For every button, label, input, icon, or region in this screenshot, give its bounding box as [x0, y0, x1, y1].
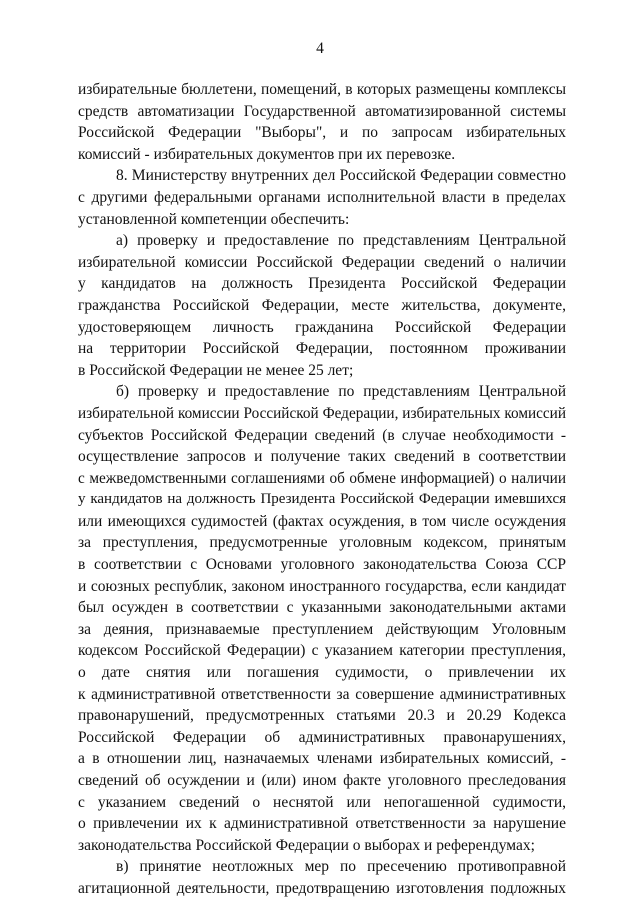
document-body — [78, 79, 566, 900]
text-line: правонарушений, предусмотренных статьями 20.3 и 20.29 Кодекса — [78, 707, 566, 725]
text-line: Российской Федерации об административных правонарушениях, — [78, 728, 566, 746]
text-line: о дате снятия или погашения судимости, о привлечении их — [78, 664, 566, 682]
text-line: с межведомственными соглашениями об обмене информацией) о наличии — [78, 469, 566, 487]
text-line: и союзных республик, законом иностранного государства, если кандидат — [78, 577, 566, 595]
text-line: к административной ответственности за совершение административных — [78, 685, 566, 703]
text-line: за преступления, предусмотренные уголовным кодексом, принятым — [78, 534, 566, 552]
text-line: был осужден в соответствии с указанными законодательными актами — [78, 599, 566, 617]
text-line: агитационной деятельности, предотвращению изготовления подложных — [78, 879, 566, 897]
text-line: б) проверку и предоставление по представлениям Центральной — [116, 383, 566, 401]
text-line: в Российской Федерации не менее 25 лет; — [78, 361, 354, 379]
text-line: в) принятие неотложных мер по пресечению противоправной — [116, 858, 566, 876]
text-line: установленной компетенции обеспечить: — [78, 210, 350, 228]
text-line: с другими федеральными органами исполнительной власти в пределах — [78, 188, 566, 206]
text-line: избирательной комиссии Российской Федерации сведений о наличии — [78, 253, 566, 271]
text-line: 8. Министерству внутренних дел Российской Федерации совместно — [116, 167, 566, 185]
text-line: на территории Российской Федерации, постоянном проживании — [78, 340, 566, 358]
text-line: а) проверку и предоставление по представлениям Центральной — [116, 232, 566, 250]
text-line: сведений об осуждении и (или) ином факте уголовного преследования — [78, 772, 566, 789]
text-line: избирательной комиссии Российской Федерации, избирательных комиссий — [78, 404, 566, 422]
text-line: Российской Федерации "Выборы", и по запросам избирательных — [78, 124, 566, 142]
text-line: у кандидатов на должность Президента Российской Федерации имевшихся — [78, 491, 566, 508]
page-number: 4 — [316, 40, 324, 57]
text-line: в соответствии с Основами уголовного законодательства Союза ССР — [78, 556, 566, 574]
text-line: осуществление запросов и получение таких сведений в соответствии — [78, 448, 566, 466]
text-line: кодексом Российской Федерации) с указанием категории преступления, — [78, 642, 566, 660]
text-line: комиссий - избирательных документов при их перевозке. — [78, 145, 456, 163]
text-line: избирательные бюллетени, помещений, в которых размещены комплексы — [78, 81, 566, 98]
text-line: средств автоматизации Государственной автоматизированной системы — [78, 102, 566, 120]
text-line: о привлечении их к административной ответственности за нарушение — [78, 815, 566, 833]
text-line: или имеющихся судимостей (фактах осуждения, в том числе осуждения — [78, 512, 566, 530]
text-line: у кандидатов на должность Президента Российской Федерации — [78, 275, 566, 293]
text-line: удостоверяющем личность гражданина Российской Федерации — [78, 318, 566, 336]
text-line: субъектов Российской Федерации сведений (в случае необходимости - — [78, 426, 566, 444]
text-line: с указанием сведений о неснятой или непогашенной судимости, — [78, 793, 566, 811]
text-line: а в отношении лиц, назначаемых членами избирательных комиссий, - — [78, 750, 566, 768]
text-line: законодательства Российской Федерации о выборах и референдумах; — [78, 836, 535, 854]
text-line: гражданства Российской Федерации, месте жительства, документе, — [78, 296, 566, 314]
text-line: за деяния, признаваемые преступлением действующим Уголовным — [78, 620, 566, 638]
